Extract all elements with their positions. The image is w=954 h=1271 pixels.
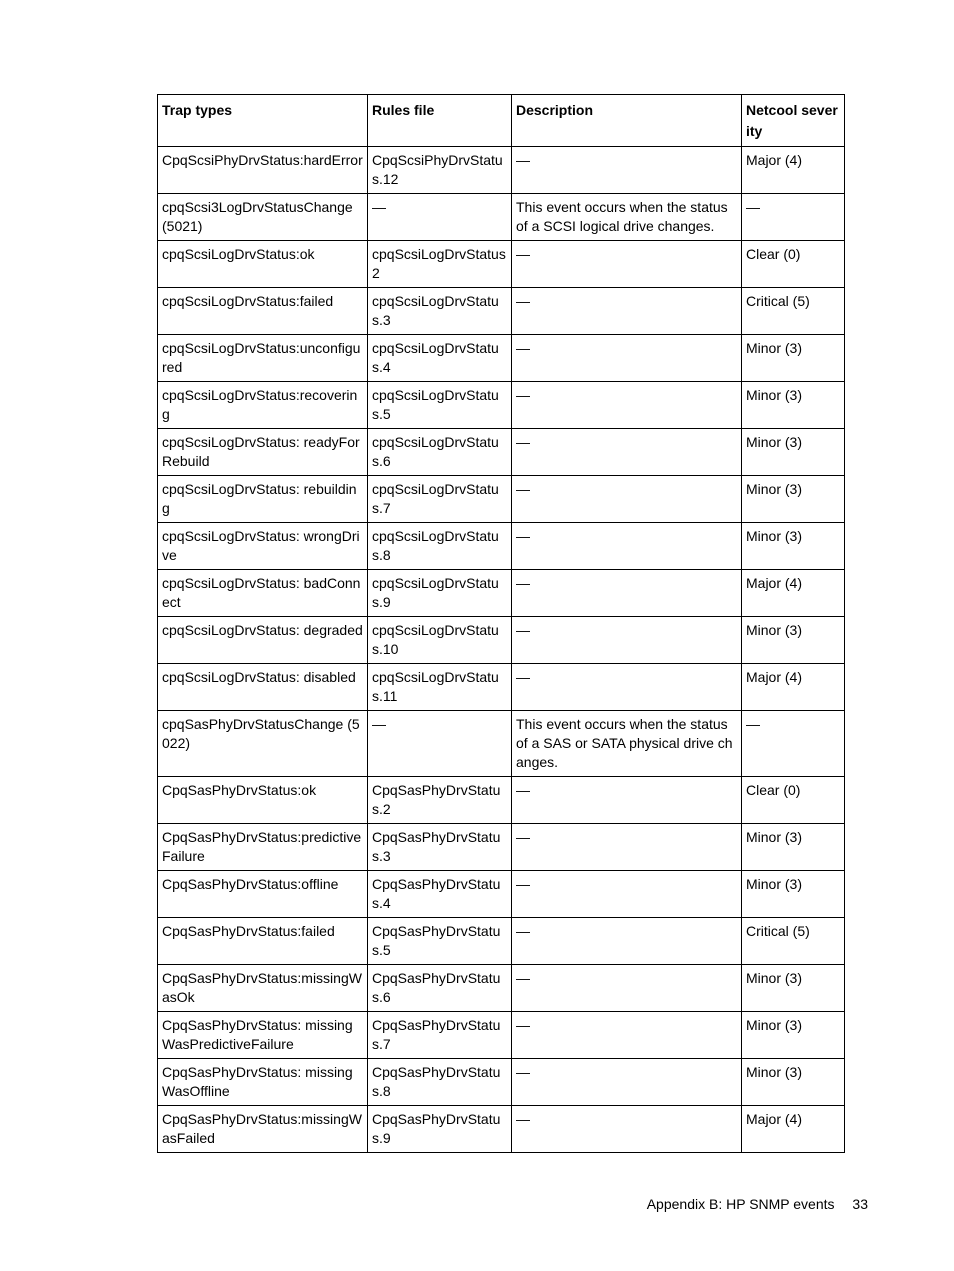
cell-rules-file: cpqScsiLogDrvStatus.6 [368,429,512,476]
cell-netcool-severity: Minor (3) [742,382,845,429]
cell-netcool-severity: — [742,194,845,241]
cell-description: — [512,824,742,871]
page-number: 33 [852,1196,868,1212]
cell-description: — [512,965,742,1012]
table-row [158,824,845,871]
table-row [158,664,845,711]
cell-netcool-severity: Minor (3) [742,617,845,664]
cell-netcool-severity: — [742,711,845,777]
cell-rules-file: cpqScsiLogDrvStatus.3 [368,288,512,335]
cell-netcool-severity: Minor (3) [742,1059,845,1106]
cell-rules-file: CpqSasPhyDrvStatus.6 [368,965,512,1012]
cell-netcool-severity: Clear (0) [742,777,845,824]
cell-description: — [512,1106,742,1153]
cell-trap-type: cpqScsiLogDrvStatus:recovering [158,382,368,429]
cell-description: This event occurs when the status of a SCSI logical drive changes. [512,194,742,241]
cell-rules-file: cpqScsiLogDrvStatus.9 [368,570,512,617]
table-row [158,194,845,241]
cell-trap-type: CpqSasPhyDrvStatus:offline [158,871,368,918]
cell-rules-file: — [368,711,512,777]
cell-netcool-severity: Minor (3) [742,1012,845,1059]
cell-trap-type: cpqScsi3LogDrvStatusChange (5021) [158,194,368,241]
cell-rules-file: CpqSasPhyDrvStatus.8 [368,1059,512,1106]
table-row [158,918,845,965]
cell-netcool-severity: Minor (3) [742,965,845,1012]
cell-trap-type: cpqScsiLogDrvStatus:unconfigured [158,335,368,382]
header-trap-types: Trap types [158,95,368,147]
cell-rules-file: cpqScsiLogDrvStatus.7 [368,476,512,523]
cell-description: — [512,476,742,523]
cell-trap-type: cpqScsiLogDrvStatus: degraded [158,617,368,664]
table-row [158,777,845,824]
cell-description: This event occurs when the status of a SAS or SATA physical drive changes. [512,711,742,777]
cell-rules-file: — [368,194,512,241]
cell-description: — [512,1059,742,1106]
cell-trap-type: CpqSasPhyDrvStatus:missingWasOk [158,965,368,1012]
table-row [158,1059,845,1106]
cell-netcool-severity: Minor (3) [742,523,845,570]
cell-trap-type: CpqSasPhyDrvStatus:predictive Failure [158,824,368,871]
page-footer [647,1195,868,1213]
cell-netcool-severity: Major (4) [742,570,845,617]
cell-rules-file: CpqSasPhyDrvStatus.9 [368,1106,512,1153]
cell-netcool-severity: Major (4) [742,147,845,194]
table-row [158,476,845,523]
table-row [158,429,845,476]
table-row [158,523,845,570]
cell-trap-type: cpqScsiLogDrvStatus: readyForRebuild [158,429,368,476]
cell-trap-type: cpqScsiLogDrvStatus:failed [158,288,368,335]
cell-netcool-severity: Major (4) [742,1106,845,1153]
cell-rules-file: cpqScsiLogDrvStatus2 [368,241,512,288]
table-row [158,965,845,1012]
cell-trap-type: cpqScsiLogDrvStatus:ok [158,241,368,288]
cell-netcool-severity: Critical (5) [742,918,845,965]
cell-description: — [512,335,742,382]
cell-description: — [512,664,742,711]
cell-description: — [512,918,742,965]
table-body [158,147,845,1153]
table-row [158,335,845,382]
cell-rules-file: CpqScsiPhyDrvStatus.12 [368,147,512,194]
cell-netcool-severity: Minor (3) [742,824,845,871]
cell-description: — [512,871,742,918]
table-row [158,570,845,617]
cell-description: — [512,570,742,617]
cell-netcool-severity: Minor (3) [742,871,845,918]
cell-trap-type: CpqScsiPhyDrvStatus:hardError [158,147,368,194]
cell-trap-type: cpqScsiLogDrvStatus: wrongDrive [158,523,368,570]
cell-netcool-severity: Critical (5) [742,288,845,335]
cell-rules-file: CpqSasPhyDrvStatus.4 [368,871,512,918]
trap-table-container [157,94,844,1153]
cell-rules-file: cpqScsiLogDrvStatus.10 [368,617,512,664]
cell-rules-file: cpqScsiLogDrvStatus.11 [368,664,512,711]
cell-trap-type: cpqScsiLogDrvStatus: rebuilding [158,476,368,523]
cell-description: — [512,288,742,335]
cell-trap-type: CpqSasPhyDrvStatus:failed [158,918,368,965]
cell-description: — [512,147,742,194]
table-header-row [158,95,845,147]
table-row [158,147,845,194]
cell-netcool-severity: Minor (3) [742,429,845,476]
cell-trap-type: cpqScsiLogDrvStatus: disabled [158,664,368,711]
cell-description: — [512,1012,742,1059]
cell-rules-file: CpqSasPhyDrvStatus.2 [368,777,512,824]
cell-description: — [512,617,742,664]
table-row [158,711,845,777]
cell-trap-type: CpqSasPhyDrvStatus: missingWasPredictiveFailure [158,1012,368,1059]
cell-trap-type: CpqSasPhyDrvStatus:missingWasFailed [158,1106,368,1153]
cell-rules-file: cpqScsiLogDrvStatus.4 [368,335,512,382]
header-rules-file: Rules file [368,95,512,147]
table-row [158,1106,845,1153]
table-row [158,288,845,335]
table-row [158,617,845,664]
cell-rules-file: CpqSasPhyDrvStatus.7 [368,1012,512,1059]
cell-rules-file: cpqScsiLogDrvStatus.8 [368,523,512,570]
trap-table [157,94,845,1153]
cell-trap-type: CpqSasPhyDrvStatus:ok [158,777,368,824]
cell-rules-file: cpqScsiLogDrvStatus.5 [368,382,512,429]
cell-description: — [512,777,742,824]
cell-trap-type: cpqScsiLogDrvStatus: badConnect [158,570,368,617]
cell-trap-type: CpqSasPhyDrvStatus: missingWasOffline [158,1059,368,1106]
header-netcool-severity: Netcool severity [742,95,845,147]
header-description: Description [512,95,742,147]
cell-description: — [512,523,742,570]
cell-netcool-severity: Major (4) [742,664,845,711]
cell-netcool-severity: Minor (3) [742,476,845,523]
footer-section-title: Appendix B: HP SNMP events [646,1196,835,1212]
cell-netcool-severity: Minor (3) [742,335,845,382]
table-row [158,241,845,288]
table-row [158,1012,845,1059]
cell-rules-file: CpqSasPhyDrvStatus.5 [368,918,512,965]
cell-netcool-severity: Clear (0) [742,241,845,288]
table-row [158,871,845,918]
cell-rules-file: CpqSasPhyDrvStatus.3 [368,824,512,871]
cell-description: — [512,429,742,476]
cell-description: — [512,241,742,288]
cell-description: — [512,382,742,429]
table-row [158,382,845,429]
cell-trap-type: cpqSasPhyDrvStatusChange (5022) [158,711,368,777]
